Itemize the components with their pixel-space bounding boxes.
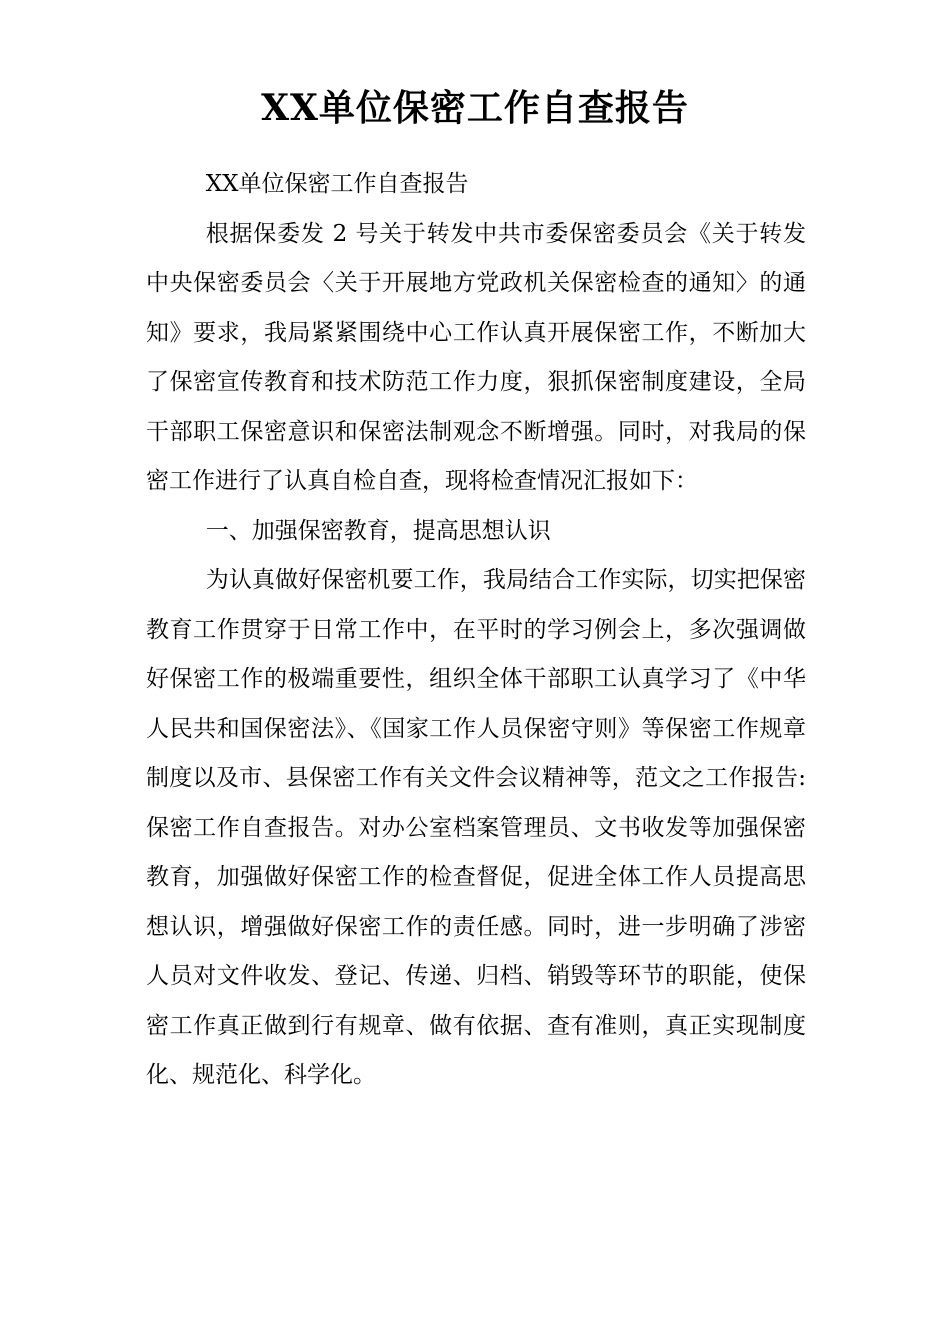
- paragraph-section-body: 为认真做好保密机要工作，我局结合工作实际，切实把保密教育工作贯穿于日常工作中，在平时的学习例会上，多次强调做好保密工作的极端重要性，组织全体干部职工认真学习了《中华人民共和国保密法》、《国家工作人员保密守则》等保密工作规章制度以及市、县保密工作有关文件会议精神等，范文之工作报告:保密工作自查报告。对办公室档案管理员、文书收发等加强保密教育，加强做好保密工作的检查督促，促进全体工作人员提高思想认识，增强做好保密工作的责任感。同时，进一步明确了涉密人员对文件收发、登记、传递、归档、销毁等环节的职能，使保密工作真正做到行有规章、做有依据、查有准则，真正实现制度化、规范化、科学化。: [146, 567, 806, 1088]
- paragraph-subtitle: XX单位保密工作自查报告: [205, 171, 469, 197]
- section-heading: 一、加强保密教育，提高思想认识: [205, 517, 551, 544]
- document-title: XX单位保密工作自查报告: [261, 87, 689, 129]
- document-body: [146, 160, 806, 1101]
- paragraph-intro: 根据保委发 2 号关于转发中共市委保密委员会《关于转发中央保密委员会〈关于开展地方党政机关保密检查的通知〉的通知》要求，我局紧紧围绕中心工作认真开展保密工作，不断加大了保密宣传教育和技术防范工作力度，狠抓保密制度建设，全局干部职工保密意识和保密法制观念不断增强。同时，对我局的保密工作进行了认真自检自查，现将检查情况汇报如下：: [146, 220, 806, 494]
